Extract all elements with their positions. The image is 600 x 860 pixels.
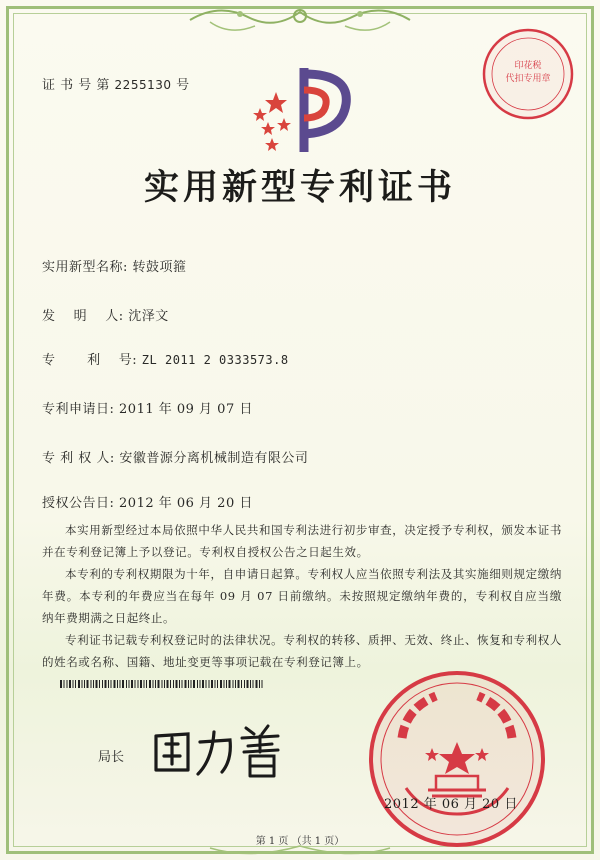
field-patentee [42,447,308,466]
field-filing-date [42,398,253,417]
field-label: 实用新型名称: [42,260,128,275]
body-paragraph-2: 本专利的专利权期限为十年，自申请日起算。专利权人应当依照专利法及其实施细则规定缴纳年费。本专利的年费应当在每年 09 月 07 日前缴纳。未按照规定缴纳年费的，专利权自应当缴纳年费期满之日起终止。 [42,567,562,625]
field-value: 转鼓项箍 [132,260,187,275]
field-value: 沈泽文 [128,309,169,324]
barcode [60,680,264,688]
field-value: ZL 2011 2 0333573.8 [141,353,289,367]
field-label: 授权公告日: [42,496,115,511]
field-label: 专 利 权 人: [42,451,115,466]
director-signature [148,720,288,780]
field-value: 2011 年 09 月 07 日 [119,402,253,417]
director-label: 局长 [98,750,125,765]
certificate-body [42,519,562,673]
seal-date: 2012 年 06 月 20 日 [384,797,518,812]
field-inventor [42,305,169,324]
certificate-number-suffix: 号 [176,78,190,93]
field-value: 2012 年 06 月 20 日 [119,496,253,511]
certificate-number-value: 2255130 [114,78,172,92]
patent-office-logo-icon [246,60,356,160]
field-grant-date [42,492,253,511]
certificate-number [42,74,190,93]
tax-stamp [480,26,576,122]
certificate-title: 实用新型专利证书 [143,167,456,208]
tax-stamp-line1: 印花税 [514,61,542,71]
field-utility-model-name [42,256,187,275]
floral-ornament-top [180,0,420,40]
field-label: 发 明 人: [42,309,124,324]
field-value: 安徽普源分离机械制造有限公司 [119,451,309,466]
page-footer: 第 1 页 （共 1 页） [255,836,345,847]
field-label: 专 利 号: [42,353,138,368]
official-seal [366,668,548,850]
field-patent-number [42,349,289,368]
body-paragraph-1: 本实用新型经过本局依照中华人民共和国专利法进行初步审查，决定授予专利权，颁发本证书并在专利登记簿上予以登记。专利权自授权公告之日起生效。 [42,523,562,559]
tax-stamp-line2: 代扣专用章 [505,74,551,84]
field-label: 专利申请日: [42,402,115,417]
body-paragraph-3: 专利证书记载专利权登记时的法律状况。专利权的转移、质押、无效、终止、恢复和专利权人的姓名或名称、国籍、地址变更等事项记载在专利登记簿上。 [42,633,562,669]
certificate-number-label: 证 书 号 第 [42,78,110,93]
